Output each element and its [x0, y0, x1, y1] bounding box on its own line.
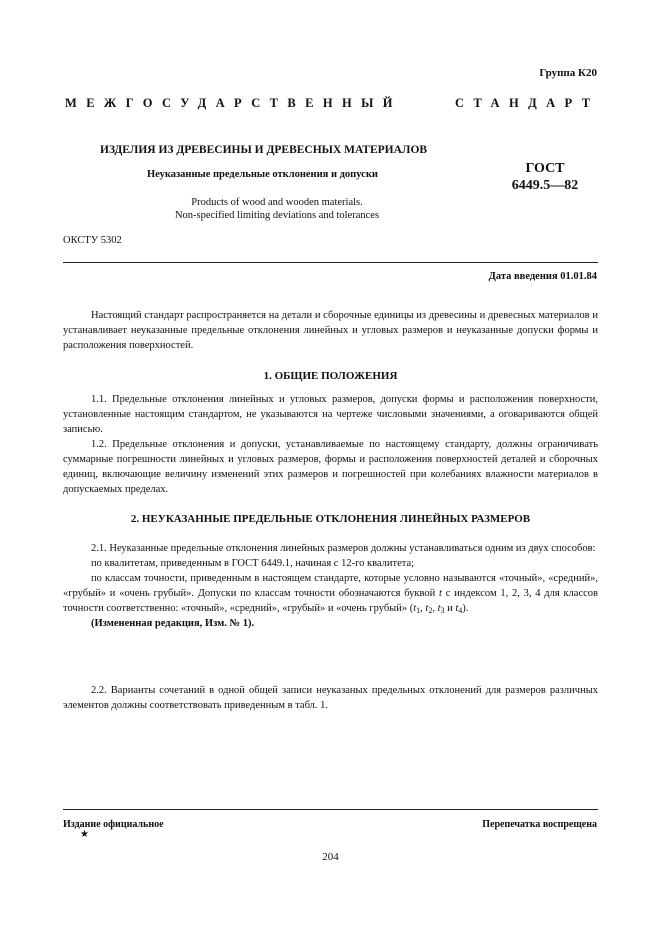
section-1-heading: 1. ОБЩИЕ ПОЛОЖЕНИЯ	[263, 370, 398, 382]
paragraph-1-1: 1.1. Предельные отклонения линейных и угловых размеров, допуски формы и расположения поверхности, установленные настоящим стандартом, не указываются на чертеже числовыми значениями, а оговариваются общей записью.	[63, 394, 598, 435]
and-word: и	[444, 603, 456, 614]
okstu-code: ОКСТУ 5302	[63, 235, 122, 246]
banner-interstate: МЕЖГОСУДАРСТВЕННЫЙ	[65, 96, 402, 110]
english-title-line1: Products of wood and wooden materials.	[191, 197, 363, 208]
t1-index: 1	[416, 606, 421, 615]
paragraph-1-2: 1.2. Предельные отклонения и допуски, устанавливаемые по настоящему стандарту, должны ограничивать суммарные погрешности линейных и угловых размеров, формы и расположения поверхностей деталей и сборочных единиц, включающие величину изменений этих размеров и погрешностей при колебаниях влажности материалов в допускаемых пределах.	[63, 439, 598, 495]
p2-1-c-text: по классам точности, приведенным в настоящем стандарте, которые условно называются «точный», «средний», «грубый» и «очень грубый». Допуски по классам точности обозначаются буквой	[63, 573, 598, 599]
sep-2: ,	[432, 603, 438, 614]
t3-symbol: t	[437, 603, 441, 614]
english-title	[162, 196, 392, 222]
introduction-date	[489, 271, 597, 282]
t1-symbol: t	[413, 603, 417, 614]
p2-1-c-var: t	[439, 588, 442, 599]
amendment-note: (Измененная редакция, Изм. № 1).	[91, 618, 255, 629]
gost-designation	[500, 160, 590, 194]
date-value: 01.01.84	[560, 271, 597, 282]
t2-index: 2	[428, 606, 433, 615]
sep-1: ,	[420, 603, 426, 614]
header-divider	[63, 262, 598, 263]
english-title-line2: Non-specified limiting deviations and tolerances	[174, 210, 380, 221]
p2-1-c-text2: с индексом 1, 2, 3, 4 для классов точности соответственно: «точный», «средний», «грубый» и «очень грубый» (	[63, 588, 598, 614]
star-icon: ★	[80, 829, 89, 840]
gost-number: 6449.5—82	[511, 178, 579, 193]
section-2-heading: 2. НЕУКАЗАННЫЕ ПРЕДЕЛЬНЫЕ ОТКЛОНЕНИЯ ЛИНЕЙНЫХ РАЗМЕРОВ	[130, 513, 531, 525]
t4-index: 4	[458, 606, 463, 615]
paragraph-2-1	[63, 541, 598, 631]
p2-1-c-end: ).	[462, 603, 469, 614]
footer-divider	[63, 809, 598, 810]
paragraph-2-1-c	[63, 571, 598, 616]
paragraph-2-1-a: 2.1. Неуказанные предельные отклонения линейных размеров должны устанавливаться одним из двух способов:	[91, 543, 596, 554]
t3-index: 3	[440, 606, 445, 615]
reprint-prohibited-label: Перепечатка воспрещена	[482, 819, 597, 830]
date-label: Дата введения	[488, 271, 558, 282]
official-edition-label: Издание официальное	[63, 819, 164, 830]
gost-label: ГОСТ	[525, 161, 565, 176]
document-subtitle: Неуказанные предельные отклонения и допуски	[147, 169, 378, 180]
group-code: Группа К20	[539, 67, 597, 79]
paragraph-2-1-b: по квалитетам, приведенным в ГОСТ 6449.1, начиная с 12-го квалитета;	[91, 558, 415, 569]
document-title: ИЗДЕЛИЯ ИЗ ДРЕВЕСИНЫ И ДРЕВЕСНЫХ МАТЕРИАЛОВ	[100, 144, 428, 156]
page-number: 204	[322, 851, 339, 863]
t4-symbol: t	[455, 603, 459, 614]
t2-symbol: t	[425, 603, 429, 614]
intro-paragraph: Настоящий стандарт распространяется на детали и сборочные единицы из древесины и древесных материалов и устанавливает неуказанные предельные отклонения линейных и угловых размеров и неуказанные допуски формы и расположения поверхностей.	[63, 310, 598, 351]
banner-standard: СТАНДАРТ	[455, 96, 600, 110]
paragraph-2-2: 2.2. Варианты сочетаний в одной общей записи неуказаных предельных отклонений для размеров различных элементов должны соответствовать приведенным в табл. 1.	[63, 685, 598, 711]
